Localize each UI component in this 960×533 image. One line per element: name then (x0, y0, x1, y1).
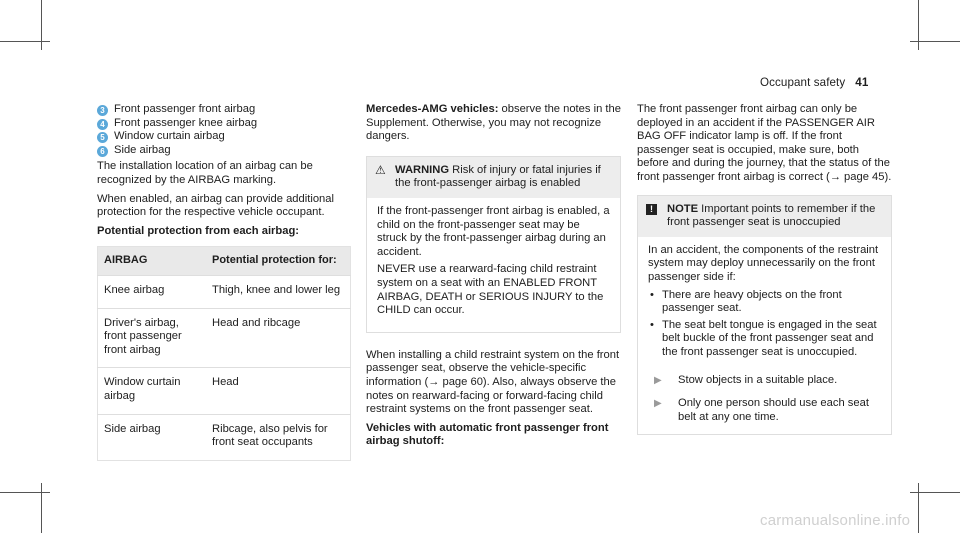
exclamation-icon: ! (646, 204, 657, 215)
table-cell: Window curtain airbag (98, 368, 207, 414)
crop-mark (0, 492, 50, 493)
table-cell: Thigh, knee and lower leg (206, 275, 351, 308)
column-header: Potential protection for: (206, 247, 351, 276)
paragraph: When enabled, an airbag can provide additional protection for the respective vehicle occupant. (97, 192, 334, 219)
list-item (97, 130, 349, 144)
step-text: Stow objects in a suitable place. (678, 373, 838, 386)
callout-number-icon: 3 (97, 105, 108, 116)
table-row (98, 414, 351, 460)
protection-table (97, 246, 351, 460)
warning-body (367, 198, 620, 332)
list-item (97, 117, 349, 131)
warning-label: WARNING (395, 163, 450, 176)
paragraph: The front passenger front airbag can only be deployed in an accident if the PASSENGER AIR BAG OFF indicator lamp is off. If the front passenger seat is occupied, make sure, both before and during the journey, that the status of the front passenger front airbag is correct (→ page 45). (637, 103, 892, 183)
note-box (637, 195, 892, 436)
table-cell: Side airbag (98, 414, 207, 460)
table-cell: Head (206, 368, 351, 414)
step-arrow-icon: ▶ (654, 398, 662, 410)
crop-mark (910, 492, 960, 493)
warning-box (366, 156, 621, 333)
step-text: Only one person should use each seat belt at any one time. (678, 397, 869, 423)
paragraph: In an accident, the components of the restraint system may deploy unnecessarily on the front passenger side if: (648, 243, 879, 283)
lead-text: observe the notes in the Supplement. Otherwise, you may not recognize dangers. (366, 103, 621, 143)
page-header (760, 76, 918, 90)
list-item-text: Front passenger front airbag (114, 103, 256, 115)
note-body (638, 237, 891, 435)
step-arrow-icon: ▶ (654, 374, 662, 386)
list-item-text: Side airbag (114, 143, 171, 156)
note-label: NOTE (667, 202, 699, 215)
note-title: Important points to remember if the front passenger seat is unoccupied (667, 202, 876, 229)
list-item-text: Front passenger knee airbag (114, 116, 258, 129)
paragraph: The installation location of an airbag can be recognized by the AIRBAG marking. (97, 160, 313, 186)
table-cell: Head and ribcage (206, 308, 351, 368)
table-cell: Driver's airbag, front passenger front airbag (98, 308, 207, 368)
page-number: 41 (855, 76, 869, 89)
callout-number-icon: 5 (97, 132, 108, 143)
section-title: Occupant safety (760, 76, 846, 89)
lead-label: Mercedes-AMG vehicles: (366, 103, 499, 115)
crop-mark (0, 41, 50, 42)
instruction-step (648, 397, 881, 424)
callout-number-icon: 4 (97, 119, 108, 130)
crop-mark (41, 0, 42, 50)
crop-mark (41, 483, 42, 533)
list-item (97, 103, 349, 117)
column-header: AIRBAG (98, 247, 207, 276)
paragraph (366, 103, 621, 144)
warning-triangle-icon: ⚠ (375, 162, 386, 177)
table-row (98, 368, 351, 414)
column-3 (637, 103, 892, 435)
table-row (98, 275, 351, 308)
watermark: carmanualsonline.info (760, 512, 911, 529)
table-cell: Knee airbag (98, 275, 207, 308)
list-item: • There are heavy objects on the front passenger seat. (662, 289, 881, 316)
paragraph: When installing a child restraint system on the front passenger seat, observe the vehicle-specific information (→ page 60). Also, always observe the notes on rearward-facing or forward-facing child restraint systems on the front passenger seat. (366, 348, 620, 416)
list-item: • The seat belt tongue is engaged in the seat belt buckle of the front passenger seat and the front passenger seat is unoccupied. (662, 319, 881, 360)
paragraph: NEVER use a rearward-facing child restraint system on a seat with an ENABLED FRONT AIRBAG, DEATH or SERIOUS INJURY to the CHILD can occur. (377, 263, 604, 317)
column-2 (366, 103, 621, 449)
crop-mark (918, 0, 919, 50)
paragraph: If the front-passenger front airbag is enabled, a child on the front-passenger seat may be struck by the front-passenger airbag during an accident. (377, 204, 610, 258)
table-header-row (98, 247, 351, 276)
note-header (638, 196, 891, 237)
warning-header (367, 157, 620, 198)
warning-title: Risk of injury or fatal injuries if the front-passenger airbag is enabled (395, 163, 601, 190)
table-row (98, 308, 351, 368)
bullet-list (648, 289, 881, 360)
list-item (97, 144, 349, 158)
subheading: Vehicles with automatic front passenger front airbag shutoff: (366, 421, 609, 448)
crop-mark (910, 41, 960, 42)
column-1 (97, 103, 349, 461)
subheading: Potential protection from each airbag: (97, 224, 300, 237)
crop-mark (918, 483, 919, 533)
callout-number-icon: 6 (97, 146, 108, 157)
instruction-step (648, 374, 881, 388)
list-item-text: Window curtain airbag (114, 130, 225, 143)
table-cell: Ribcage, also pelvis for front seat occupants (206, 414, 351, 460)
